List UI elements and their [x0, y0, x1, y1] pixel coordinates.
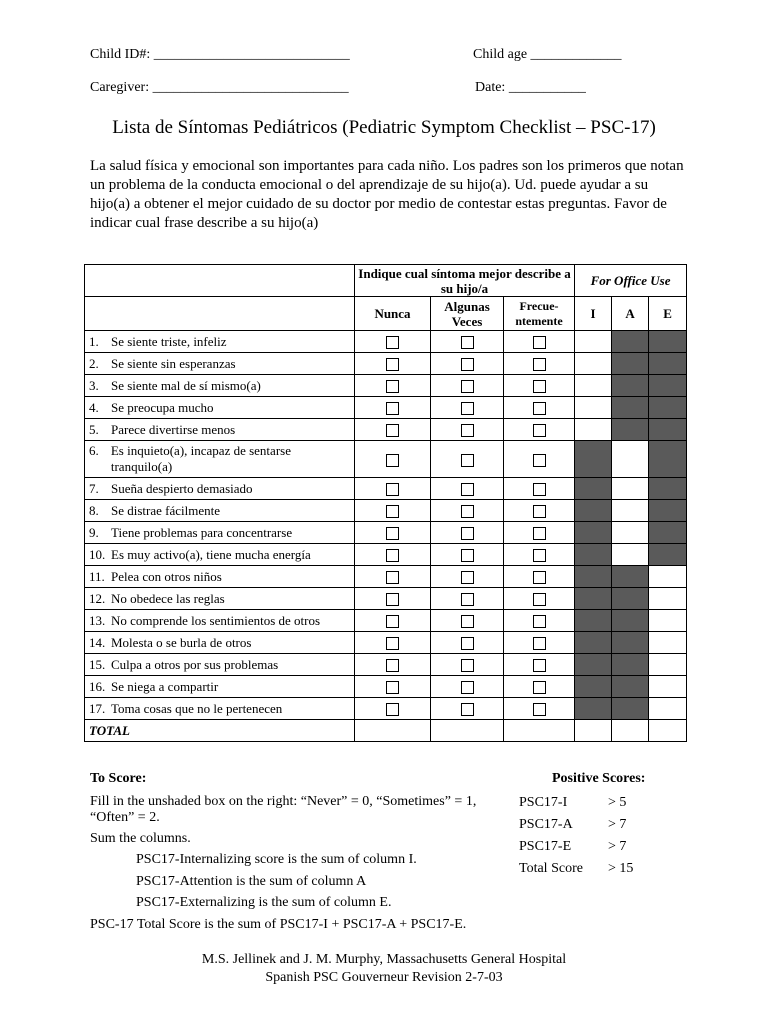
- office-cell-i: [575, 588, 612, 610]
- to-score-line-5: PSC17-Attention is the sum of column A: [136, 874, 367, 889]
- table-row: [85, 566, 687, 588]
- symptom-number: 7.: [89, 480, 99, 496]
- answer-cell-frecuente: [504, 441, 575, 478]
- office-cell-i: [575, 654, 612, 676]
- symptom-number: 6.: [89, 443, 99, 458]
- symptom-number: 8.: [89, 502, 99, 518]
- checkbox-nunca[interactable]: [386, 549, 399, 562]
- table-row: [85, 441, 687, 478]
- checkbox-frecuente[interactable]: [533, 615, 546, 628]
- symptom-text: Se niega a compartir: [111, 678, 219, 694]
- checkbox-algunas[interactable]: [461, 527, 474, 540]
- to-score-line-7: PSC-17 Total Score is the sum of PSC17-I + PSC17-A + PSC17-E.: [90, 917, 467, 932]
- total-algunas: [431, 720, 504, 742]
- office-cell-e: [649, 610, 687, 632]
- group-header: Indique cual síntoma mejor describe a su hijo/a: [355, 265, 575, 297]
- page-title: Lista de Síntomas Pediátricos (Pediatric Symptom Checklist – PSC-17): [112, 117, 656, 138]
- caregiver-field: Caregiver: ____________________________: [90, 80, 349, 95]
- positive-score-value: > 5: [608, 795, 627, 810]
- checkbox-nunca[interactable]: [386, 454, 399, 467]
- office-cell-e: [649, 632, 687, 654]
- col-header-e: E: [649, 297, 687, 331]
- symptom-label: [85, 654, 355, 676]
- office-cell-a: [612, 500, 649, 522]
- symptom-text: Se siente mal de sí mismo(a): [111, 377, 261, 393]
- answer-cell-nunca: [355, 441, 431, 478]
- office-cell-e: [649, 566, 687, 588]
- office-cell-e: [649, 500, 687, 522]
- symptom-text: Se siente triste, infeliz: [111, 333, 227, 349]
- answer-cell-frecuente: [504, 419, 575, 441]
- answer-cell-algunas: [431, 654, 504, 676]
- answer-cell-frecuente: [504, 331, 575, 353]
- answer-cell-algunas: [431, 397, 504, 419]
- symptom-label: [85, 522, 355, 544]
- symptom-label: [85, 331, 355, 353]
- office-cell-e: [649, 397, 687, 419]
- symptom-text: Es inquieto(a), incapaz de sentarse tranquilo(a): [110, 443, 291, 474]
- table-row: [85, 500, 687, 522]
- office-cell-i: [575, 632, 612, 654]
- symptom-number: 9.: [89, 524, 99, 540]
- answer-cell-frecuente: [504, 676, 575, 698]
- office-cell-e: [649, 522, 687, 544]
- office-cell-e: [649, 331, 687, 353]
- to-score-heading: To Score:: [90, 771, 147, 786]
- office-cell-e: [649, 588, 687, 610]
- answer-cell-frecuente: [504, 654, 575, 676]
- to-score-line-4: PSC17-Internalizing score is the sum of column I.: [136, 852, 417, 867]
- answer-cell-algunas: [431, 698, 504, 720]
- checkbox-algunas[interactable]: [461, 659, 474, 672]
- answer-cell-nunca: [355, 566, 431, 588]
- office-cell-a: [612, 676, 649, 698]
- office-cell-a: [612, 566, 649, 588]
- positive-score-value: > 7: [608, 817, 627, 832]
- symptom-label: [85, 441, 355, 478]
- office-cell-a: [612, 632, 649, 654]
- answer-cell-algunas: [431, 610, 504, 632]
- office-cell-i: [575, 522, 612, 544]
- office-cell-e: [649, 654, 687, 676]
- symptom-number: 13.: [89, 612, 106, 628]
- office-cell-a: [612, 353, 649, 375]
- table-row: [85, 544, 687, 566]
- office-use-header: For Office Use: [575, 265, 687, 297]
- office-cell-a: [612, 441, 649, 478]
- symptom-label: [85, 397, 355, 419]
- answer-cell-nunca: [355, 500, 431, 522]
- checkbox-frecuente[interactable]: [533, 681, 546, 694]
- checkbox-algunas[interactable]: [461, 454, 474, 467]
- answer-cell-nunca: [355, 419, 431, 441]
- table-row: [85, 676, 687, 698]
- symptom-label: [85, 500, 355, 522]
- symptom-label: [85, 610, 355, 632]
- header-blank: [85, 265, 355, 297]
- symptom-text: Se preocupa mucho: [111, 399, 214, 415]
- answer-cell-nunca: [355, 331, 431, 353]
- checkbox-frecuente[interactable]: [533, 424, 546, 437]
- answer-cell-algunas: [431, 522, 504, 544]
- symptom-number: 12.: [89, 590, 106, 606]
- checkbox-algunas[interactable]: [461, 593, 474, 606]
- office-cell-e: [649, 478, 687, 500]
- office-cell-i: [575, 441, 612, 478]
- office-cell-a: [612, 588, 649, 610]
- symptom-text: Pelea con otros niños: [111, 568, 222, 584]
- answer-cell-algunas: [431, 544, 504, 566]
- checkbox-frecuente[interactable]: [533, 527, 546, 540]
- total-a: [612, 720, 649, 742]
- to-score-line-1: Fill in the unshaded box on the right: “Never” = 0, “Sometimes” = 1,: [90, 794, 477, 809]
- answer-cell-nunca: [355, 375, 431, 397]
- answer-cell-frecuente: [504, 353, 575, 375]
- office-cell-a: [612, 698, 649, 720]
- to-score-line-3: Sum the columns.: [90, 831, 191, 846]
- answer-cell-algunas: [431, 441, 504, 478]
- checkbox-nunca[interactable]: [386, 380, 399, 393]
- checkbox-frecuente[interactable]: [533, 505, 546, 518]
- answer-cell-nunca: [355, 522, 431, 544]
- office-cell-e: [649, 375, 687, 397]
- answer-cell-nunca: [355, 478, 431, 500]
- answer-cell-frecuente: [504, 500, 575, 522]
- office-cell-i: [575, 375, 612, 397]
- col-header-nunca: Nunca: [355, 297, 431, 331]
- answer-cell-algunas: [431, 375, 504, 397]
- symptom-label: [85, 588, 355, 610]
- total-i: [575, 720, 612, 742]
- symptom-text: No comprende los sentimientos de otros: [111, 612, 321, 628]
- symptom-label: [85, 676, 355, 698]
- checkbox-nunca[interactable]: [386, 571, 399, 584]
- checkbox-algunas[interactable]: [461, 424, 474, 437]
- checkbox-frecuente[interactable]: [533, 549, 546, 562]
- table-row: [85, 654, 687, 676]
- symptom-text: Tiene problemas para concentrarse: [111, 524, 293, 540]
- symptom-text: Toma cosas que no le pertenecen: [111, 700, 283, 716]
- answer-cell-algunas: [431, 566, 504, 588]
- col-header-a: A: [612, 297, 649, 331]
- office-cell-a: [612, 544, 649, 566]
- checkbox-nunca[interactable]: [386, 703, 399, 716]
- answer-cell-nunca: [355, 544, 431, 566]
- office-cell-i: [575, 676, 612, 698]
- office-cell-e: [649, 676, 687, 698]
- checkbox-nunca[interactable]: [386, 358, 399, 371]
- office-cell-a: [612, 478, 649, 500]
- checkbox-frecuente[interactable]: [533, 483, 546, 496]
- total-e: [649, 720, 687, 742]
- checkbox-frecuente[interactable]: [533, 571, 546, 584]
- checkbox-algunas[interactable]: [461, 681, 474, 694]
- answer-cell-frecuente: [504, 588, 575, 610]
- checkbox-algunas[interactable]: [461, 483, 474, 496]
- answer-cell-frecuente: [504, 397, 575, 419]
- answer-cell-frecuente: [504, 478, 575, 500]
- checkbox-nunca[interactable]: [386, 681, 399, 694]
- answer-cell-frecuente: [504, 522, 575, 544]
- office-cell-e: [649, 419, 687, 441]
- symptom-number: 15.: [89, 656, 106, 672]
- symptom-number: 17.: [89, 700, 106, 716]
- symptom-text: Molesta o se burla de otros: [111, 634, 252, 650]
- office-cell-e: [649, 544, 687, 566]
- office-cell-a: [612, 522, 649, 544]
- symptom-label: [85, 375, 355, 397]
- header-blank-2: [85, 297, 355, 331]
- checkbox-algunas[interactable]: [461, 380, 474, 393]
- symptom-number: 10.: [89, 546, 106, 562]
- symptom-number: 11.: [89, 568, 105, 584]
- answer-cell-nunca: [355, 588, 431, 610]
- office-cell-a: [612, 397, 649, 419]
- total-frecuente: [504, 720, 575, 742]
- office-cell-e: [649, 441, 687, 478]
- col-header-i: I: [575, 297, 612, 331]
- positive-score-value: > 7: [608, 839, 627, 854]
- positive-score-label: PSC17-E: [519, 839, 572, 854]
- symptom-text: Culpa a otros por sus problemas: [111, 656, 279, 672]
- office-cell-i: [575, 500, 612, 522]
- office-cell-a: [612, 331, 649, 353]
- col-header-algunas: Algunas Veces: [431, 297, 504, 331]
- symptom-text: Sueña despierto demasiado: [111, 480, 253, 496]
- symptom-number: 14.: [89, 634, 106, 650]
- answer-cell-nunca: [355, 397, 431, 419]
- checkbox-frecuente[interactable]: [533, 637, 546, 650]
- checkbox-nunca[interactable]: [386, 637, 399, 650]
- col-header-frecuente: Frecue-ntemente: [504, 297, 575, 331]
- positive-scores-heading: Positive Scores:: [552, 771, 646, 786]
- footer-credit: M.S. Jellinek and J. M. Murphy, Massachusetts General Hospital: [201, 952, 567, 967]
- checkbox-nunca[interactable]: [386, 402, 399, 415]
- table-row: [85, 588, 687, 610]
- answer-cell-nunca: [355, 698, 431, 720]
- office-cell-i: [575, 610, 612, 632]
- child-id-field: Child ID#: ____________________________: [90, 47, 350, 62]
- checkbox-algunas[interactable]: [461, 336, 474, 349]
- checkbox-algunas[interactable]: [461, 402, 474, 415]
- answer-cell-frecuente: [504, 375, 575, 397]
- answer-cell-algunas: [431, 331, 504, 353]
- checkbox-frecuente[interactable]: [533, 659, 546, 672]
- checkbox-nunca[interactable]: [386, 336, 399, 349]
- total-nunca: [355, 720, 431, 742]
- checkbox-algunas[interactable]: [461, 615, 474, 628]
- checkbox-frecuente[interactable]: [533, 358, 546, 371]
- positive-score-label: PSC17-I: [519, 795, 568, 810]
- office-cell-a: [612, 610, 649, 632]
- symptom-label: [85, 632, 355, 654]
- checkbox-algunas[interactable]: [461, 703, 474, 716]
- symptom-label: [85, 478, 355, 500]
- symptom-number: 2.: [89, 355, 99, 371]
- table-row: [85, 698, 687, 720]
- symptom-text: Se distrae fácilmente: [111, 502, 221, 518]
- table-row: [85, 522, 687, 544]
- answer-cell-algunas: [431, 353, 504, 375]
- answer-cell-algunas: [431, 588, 504, 610]
- answer-cell-algunas: [431, 478, 504, 500]
- checkbox-frecuente[interactable]: [533, 703, 546, 716]
- office-cell-e: [649, 353, 687, 375]
- answer-cell-nunca: [355, 632, 431, 654]
- answer-cell-frecuente: [504, 698, 575, 720]
- symptom-text: Es muy activo(a), tiene mucha energía: [111, 546, 311, 562]
- symptom-number: 16.: [89, 678, 106, 694]
- office-cell-i: [575, 353, 612, 375]
- table-row: [85, 632, 687, 654]
- office-cell-i: [575, 419, 612, 441]
- total-label: TOTAL: [85, 720, 355, 742]
- checkbox-nunca[interactable]: [386, 659, 399, 672]
- checkbox-algunas[interactable]: [461, 549, 474, 562]
- answer-cell-nunca: [355, 610, 431, 632]
- symptom-label: [85, 419, 355, 441]
- answer-cell-algunas: [431, 632, 504, 654]
- table-row: [85, 478, 687, 500]
- symptom-label: [85, 698, 355, 720]
- symptom-text: Parece divertirse menos: [111, 421, 236, 437]
- table-row: [85, 419, 687, 441]
- table-row: [85, 610, 687, 632]
- office-cell-i: [575, 698, 612, 720]
- answer-cell-algunas: [431, 419, 504, 441]
- checkbox-frecuente[interactable]: [533, 380, 546, 393]
- answer-cell-algunas: [431, 676, 504, 698]
- office-cell-i: [575, 478, 612, 500]
- symptom-text: No obedece las reglas: [111, 590, 225, 606]
- checkbox-nunca[interactable]: [386, 505, 399, 518]
- symptom-number: 1.: [89, 333, 99, 349]
- office-cell-i: [575, 544, 612, 566]
- symptom-number: 4.: [89, 399, 99, 415]
- symptom-number: 5.: [89, 421, 99, 437]
- checkbox-nunca[interactable]: [386, 527, 399, 540]
- checkbox-nunca[interactable]: [386, 615, 399, 628]
- checkbox-nunca[interactable]: [386, 424, 399, 437]
- symptom-text: Se siente sin esperanzas: [111, 355, 236, 371]
- intro-paragraph: La salud física y emocional son importantes para cada niño. Los padres son los primeros que notan un problema de la conducta emocional o del aprendizaje de su hijo(a). Ud. puede ayudar a su hijo(a) a obtener el mejor cuidado de su doctor por medio de contestar estas preguntas. Favor de indicar cual frase describe a su hijo(a): [90, 158, 684, 231]
- answer-cell-frecuente: [504, 566, 575, 588]
- checkbox-frecuente[interactable]: [533, 593, 546, 606]
- checkbox-nunca[interactable]: [386, 593, 399, 606]
- table-row: [85, 397, 687, 419]
- office-cell-i: [575, 566, 612, 588]
- checkbox-algunas[interactable]: [461, 637, 474, 650]
- office-cell-a: [612, 419, 649, 441]
- checkbox-frecuente[interactable]: [533, 402, 546, 415]
- positive-score-value: > 15: [608, 861, 634, 876]
- footer-revision: Spanish PSC Gouverneur Revision 2-7-03: [265, 970, 503, 985]
- positive-score-label: PSC17-A: [519, 817, 573, 832]
- symptom-label: [85, 353, 355, 375]
- checkbox-algunas[interactable]: [461, 505, 474, 518]
- checkbox-frecuente[interactable]: [533, 454, 546, 467]
- answer-cell-nunca: [355, 353, 431, 375]
- symptom-checklist-table: [84, 264, 687, 742]
- positive-score-label: Total Score: [519, 861, 583, 876]
- checkbox-algunas[interactable]: [461, 571, 474, 584]
- office-cell-e: [649, 698, 687, 720]
- child-age-field: Child age _____________: [473, 47, 622, 62]
- symptom-label: [85, 544, 355, 566]
- office-cell-a: [612, 654, 649, 676]
- office-cell-i: [575, 397, 612, 419]
- to-score-line-2: “Often” = 2.: [90, 810, 160, 825]
- office-cell-i: [575, 331, 612, 353]
- answer-cell-nunca: [355, 676, 431, 698]
- table-row: [85, 375, 687, 397]
- office-cell-a: [612, 375, 649, 397]
- checkbox-nunca[interactable]: [386, 483, 399, 496]
- symptom-number: 3.: [89, 377, 99, 393]
- table-row: [85, 331, 687, 353]
- symptom-label: [85, 566, 355, 588]
- table-row: [85, 353, 687, 375]
- checkbox-frecuente[interactable]: [533, 336, 546, 349]
- checkbox-algunas[interactable]: [461, 358, 474, 371]
- date-field: Date: ___________: [475, 80, 586, 95]
- to-score-line-6: PSC17-Externalizing is the sum of column E.: [136, 895, 392, 910]
- answer-cell-frecuente: [504, 632, 575, 654]
- answer-cell-algunas: [431, 500, 504, 522]
- answer-cell-frecuente: [504, 544, 575, 566]
- answer-cell-nunca: [355, 654, 431, 676]
- answer-cell-frecuente: [504, 610, 575, 632]
